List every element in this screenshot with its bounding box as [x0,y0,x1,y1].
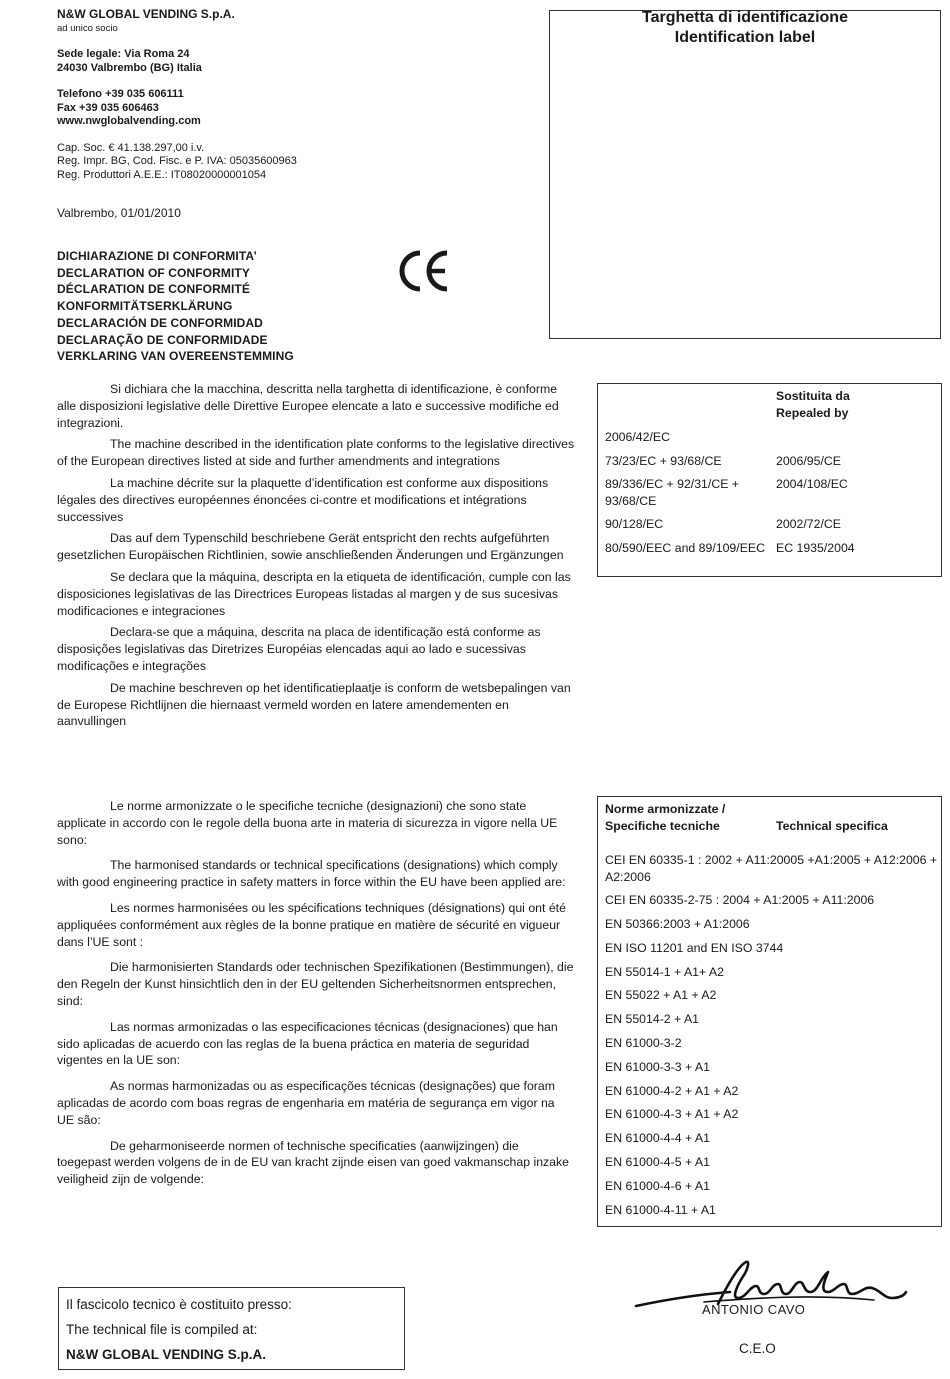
declaration-title: DECLARATION OF CONFORMITY [57,265,250,280]
list-item: EN 61000-4-4 + A1 [605,1131,710,1146]
id-label-title-it: Targhetta di identificazione [642,9,848,26]
standards-paragraph-es: Las normas armonizadas o las especificaciones técnicas (designaciones) que han sido aplicadas de acuerdo con las reglas de la buena práctica en materia de seguridad vigentes en la UE son: [57,1019,558,1068]
declaration-title: KONFORMITÄTSERKLÄRUNG [57,299,233,314]
list-item: EN 55014-2 + A1 [605,1012,700,1027]
technical-file-line-it: Il fascicolo tecnico è costituito presso: [66,1297,292,1312]
declaration-title: DÉCLARATION DE CONFORMITÉ [57,282,250,297]
list-item: EN 50366:2003 + A1:2006 [605,917,750,932]
address-line-1: Sede legale: Via Roma 24 [57,48,190,60]
company-name: N&W GLOBAL VENDING S.p.A. [57,7,235,21]
conformity-paragraph-it: Si dichiara che la macchina, descritta nella targhetta di identificazione, è conforme alle disposizioni legislative delle Direttive Europee elencate a lato e successive modifiche ed integrazioni. [57,382,559,430]
standards-paragraph-it: Le norme armonizzate o le specifiche tecniche (designazioni) che sono state applicate in accordo con le regole della buona arte in materia di sicurezza in vigore nella UE sono: [57,799,558,847]
conformity-paragraph-es: Se declara que la máquina, descripta en la etiqueta de identificación, cumple con las disposiciones legislativas de las Directrices Europeas listadas al margen y de sus sucesivas modificaciones e integraciones [57,569,571,618]
address-line-2: 24030 Valbrembo (BG) Italia [57,61,202,74]
directive-cell: 90/128/EC [605,517,664,531]
list-item: EN 55022 + A1 + A2 [605,988,717,1003]
standards-header-col-2: Technical specifica [776,818,888,833]
repealed-by-header-en: Repealed by [776,405,849,420]
signatory-name: ANTONIO CAVO [702,1302,806,1317]
conformity-paragraph-de: Das auf dem Typenschild beschriebene Gerät entspricht den rechts aufgeführten gesetzlichen Europäischen Richtlinien, sowie anschließenden Änderungen und Ergänzungen [57,531,564,563]
signatory-role: C.E.O [739,1341,776,1356]
technical-file-line-en: The technical file is compiled at: [66,1322,258,1337]
list-item: EN 61000-3-3 + A1 [605,1059,710,1074]
identification-label-box [549,10,941,339]
conformity-paragraph-fr: La machine décrite sur la plaquette d’identification est conforme aux dispositions légales des directives européennes énoncées ci-contre et modifications et intégrations successives [57,475,549,524]
standards-paragraph-pt: As normas harmonizadas ou as especificações técnicas (designações) que foram aplicadas de acordo com boas regras de engenharia em matéria de segurança em vigor na UE são: [57,1079,555,1127]
directives-header [598,384,941,421]
list-item: EN 61000-4-11 + A1 [605,1202,716,1217]
share-capital: Cap. Soc. € 41.138.297,00 i.v. [57,141,205,154]
repealed-by-cell: 2002/72/CE [776,517,841,531]
repealed-by-cell [776,429,936,446]
table-row [598,429,941,446]
phone: Telefono +39 035 606111 [57,88,184,100]
fax: Fax +39 035 606463 [57,101,159,114]
list-item: EN 61000-4-6 + A1 [605,1178,710,1193]
producers-registry: Reg. Produttori A.E.E.: IT08020000001054 [57,168,267,181]
website: www.nwglobalvending.com [57,115,201,127]
list-item: EN 61000-4-3 + A1 + A2 [605,1107,739,1122]
directive-cell: 73/23/EC + 93/68/CE [605,453,722,468]
place-date: Valbrembo, 01/01/2010 [57,206,181,220]
conformity-paragraph-pt: Declara-se que a máquina, descrita na placa de identificação está conforme as disposições legislativas das Diretrizes Européias elencadas aqui ao lado e sucessivas modificações e integrações [57,625,541,673]
list-item: CEI EN 60335-2-75 : 2004 + A1:2005 + A11:2006 [605,893,875,908]
repealed-by-cell: 2006/95/CE [776,453,841,468]
repealed-by-header-it: Sostituita da [776,389,850,403]
list-item: EN 55014-1 + A1+ A2 [605,964,724,979]
list-item: EN 61000-3-2 [605,1036,682,1051]
table-row [598,540,941,557]
declaration-title: DICHIARAZIONE DI CONFORMITA’ [57,249,257,263]
directive-cell: 80/590/EEC and 89/109/EEC [605,540,765,555]
standards-header-line-2: Specifiche tecniche [605,818,720,833]
standards-header [605,797,941,834]
directive-cell: 89/336/EC + 92/31/CE + 93/68/CE [605,477,739,508]
directive-cell: 2006/42/EC [605,430,670,444]
declaration-title: VERKLARING VAN OVEREENSTEMMING [57,349,294,364]
standards-paragraph-en: The harmonised standards or technical specifications (designations) which comply with good engineering practice in safety matters in force within the EU have been applied are: [57,858,566,890]
list-item: EN 61000-4-2 + A1 + A2 [605,1083,739,1098]
company-header [57,8,327,182]
standards-paragraph-nl: De geharmoniseerde normen of technische specificaties (aanwijzingen) die toegepast werden volgens de in de EU van kracht zijnde eisen van goed vakmanschap inzake veiligheid zijn de volgende: [57,1138,570,1187]
standards-header-line-1: Norme armonizzate / [605,802,726,816]
technical-file-box [58,1287,405,1370]
table-row [598,453,941,470]
declaration-titles [57,248,294,365]
company-registry: Reg. Impr. BG, Cod. Fisc. e P. IVA: 05035600963 [57,155,297,167]
conformity-paragraphs [57,381,575,735]
ce-mark-icon [397,250,451,292]
repealed-by-cell: EC 1935/2004 [776,540,855,555]
handwritten-signature-icon [634,1258,909,1314]
standards-table [597,796,942,1227]
list-item: CEI EN 60335-1 : 2002 + A11:20005 +A1:2005 + A12:2006 + A2:2006 [605,853,938,884]
declaration-title: DECLARACIÓN DE CONFORMIDAD [57,315,263,330]
list-item: EN 61000-4-5 + A1 [605,1155,710,1170]
table-row [598,516,941,533]
table-row [598,476,941,509]
repealed-by-cell: 2004/108/EC [776,477,848,491]
standards-paragraphs [57,798,575,1197]
directives-table [597,383,942,577]
id-label-title-en: Identification label [674,29,816,46]
conformity-paragraph-nl: De machine beschreven op het identificatieplaatje is conform de wetsbepalingen van de Europese Richtlijnen die hiernaast vermeld worden en latere amendementen en aanvullingen [57,680,571,729]
conformity-paragraph-en: The machine described in the identification plate conforms to the legislative directives of the European directives listed at side and further amendments and integrations [57,437,575,469]
technical-file-company: N&W GLOBAL VENDING S.p.A. [66,1347,267,1362]
list-item: EN ISO 11201 and EN ISO 3744 [605,940,784,955]
standards-paragraph-de: Die harmonisierten Standards oder technischen Spezifikationen (Bestimmungen), die den Regeln der Kunst hinsichtlich den in der EU geltenden Sicherheitsnormen entsprechen, sind: [57,960,574,1008]
declaration-title: DECLARAÇÃO DE CONFORMIDADE [57,332,268,347]
standards-paragraph-fr: Les normes harmonisées ou les spécifications techniques (désignations) qui ont été appliquées conformément aux règles de la bonne pratique en matière de sécurité en vigueur dans l’UE sont : [57,900,566,949]
company-subtitle: ad unico socio [57,22,118,34]
